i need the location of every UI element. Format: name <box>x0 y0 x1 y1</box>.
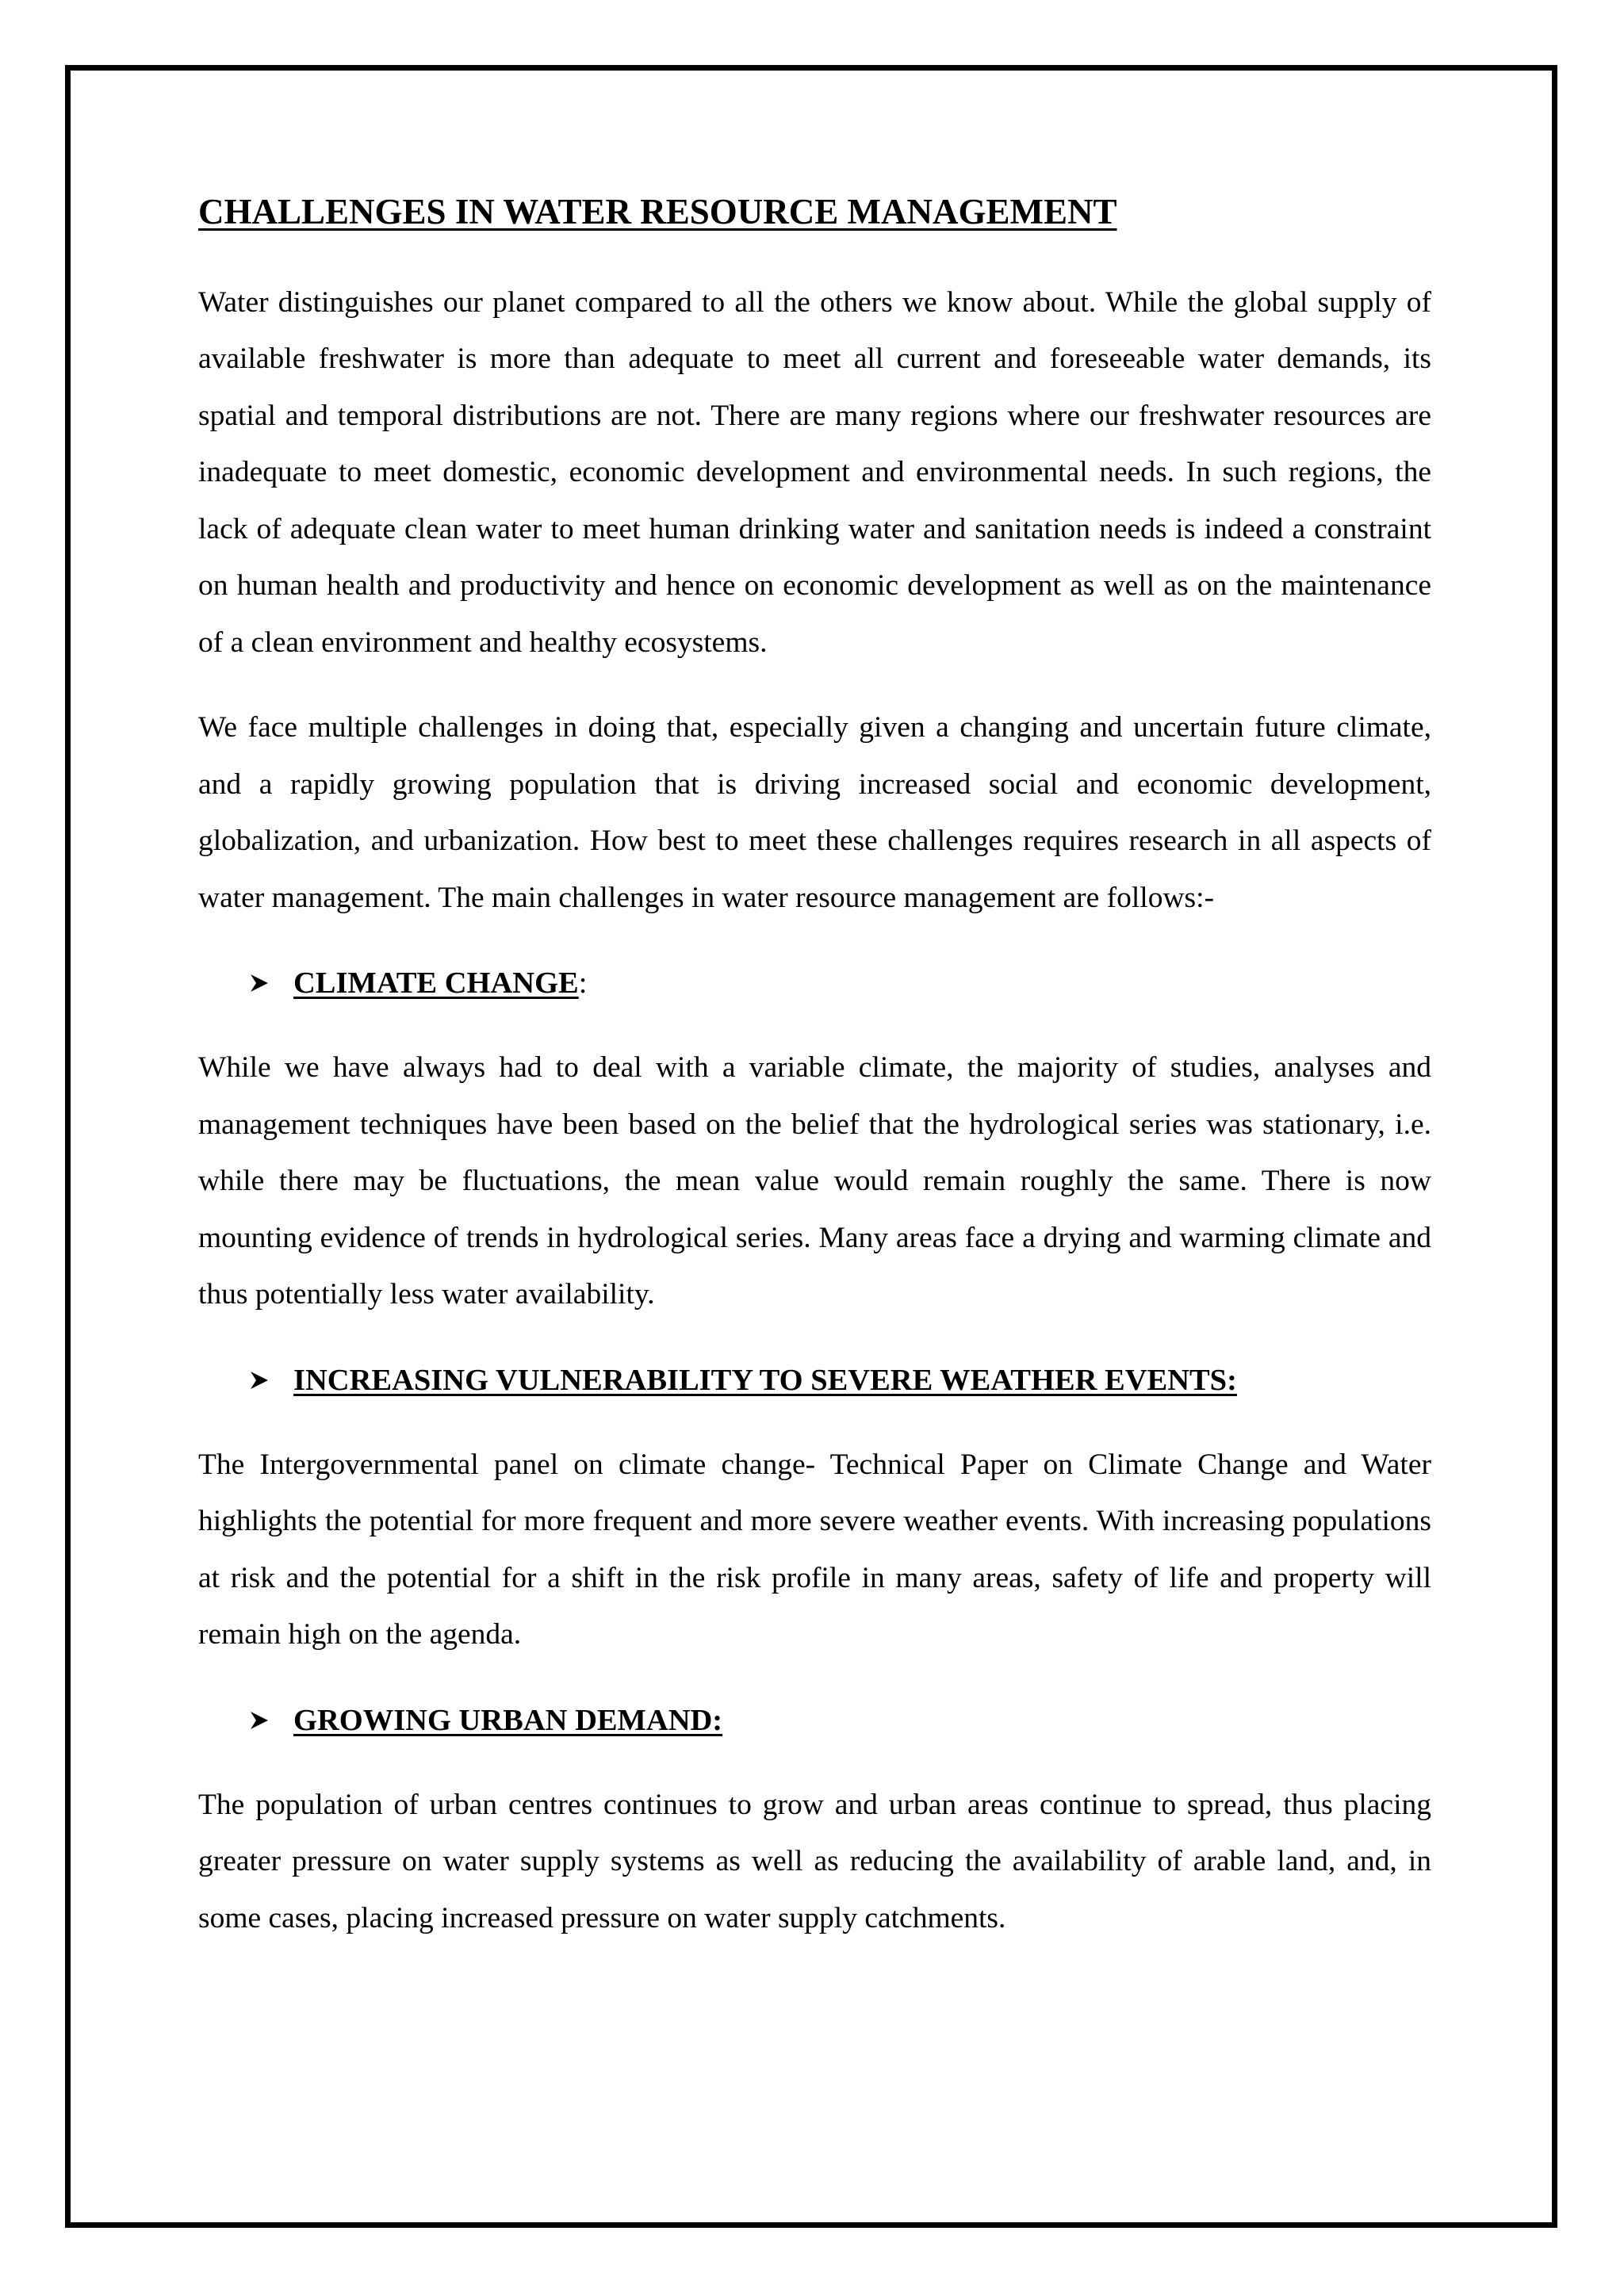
document-body <box>198 189 1431 1975</box>
page-title: CHALLENGES IN WATER RESOURCE MANAGEMENT <box>198 192 1117 232</box>
section-paragraph-urban-demand: The population of urban centres continues to grow and urban areas continue to spread, thus placing greater pressure on water supply systems as well as reducing the availability of arable land, and, in some cases, placing increased pressure on water supply catchments. <box>198 1788 1431 1934</box>
section-heading-climate-change <box>249 955 1431 1012</box>
intro-paragraph-2: We face multiple challenges in doing that, especially given a changing and uncertain future climate, and a rapidly growing population that is driving increased social and economic development, globalization, and urbanization. How best to meet these challenges requires research in all aspects of water management. The main challenges in water resource management are follows:- <box>198 711 1431 914</box>
arrowhead-bullet-icon <box>249 1710 293 1731</box>
section-heading-text: GROWING URBAN DEMAND: <box>293 1703 723 1737</box>
section-paragraph-climate-change: While we have always had to deal with a variable climate, the majority of studies, analyses and management techniques have been based on the belief that the hydrological series was stationary, i.e. while there may be fluctuations, the mean value would remain roughly the same. There is now mounting evidence of trends in hydrological series. Many areas face a drying and warming climate and thus potentially less water availability. <box>198 1051 1431 1311</box>
section-heading-text: CLIMATE CHANGE <box>293 966 579 1000</box>
section-heading-urban-demand <box>249 1692 1431 1749</box>
arrowhead-bullet-icon <box>249 973 293 993</box>
arrowhead-bullet-icon <box>249 1370 293 1391</box>
section-heading-severe-weather <box>249 1352 1431 1409</box>
section-paragraph-severe-weather: The Intergovernmental panel on climate change- Technical Paper on Climate Change and Water highlights the potential for more frequent and more severe weather events. With increasing populations at risk and the potential for a shift in the risk profile in many areas, safety of life and property will remain high on the agenda. <box>198 1448 1431 1651</box>
section-heading-text: INCREASING VULNERABILITY TO SEVERE WEATHER EVENTS: <box>293 1363 1237 1397</box>
intro-paragraph-1: Water distinguishes our planet compared to all the others we know about. While the global supply of available freshwater is more than adequate to meet all current and foreseeable water demands, its spatial and temporal distributions are not. There are many regions where our freshwater resources are inadequate to meet domestic, economic development and environmental needs. In such regions, the lack of adequate clean water to meet human drinking water and sanitation needs is indeed a constraint on human health and productivity and hence on economic development as well as on the maintenance of a clean environment and healthy ecosystems. <box>198 285 1431 659</box>
section-heading-suffix: : <box>578 966 588 1000</box>
